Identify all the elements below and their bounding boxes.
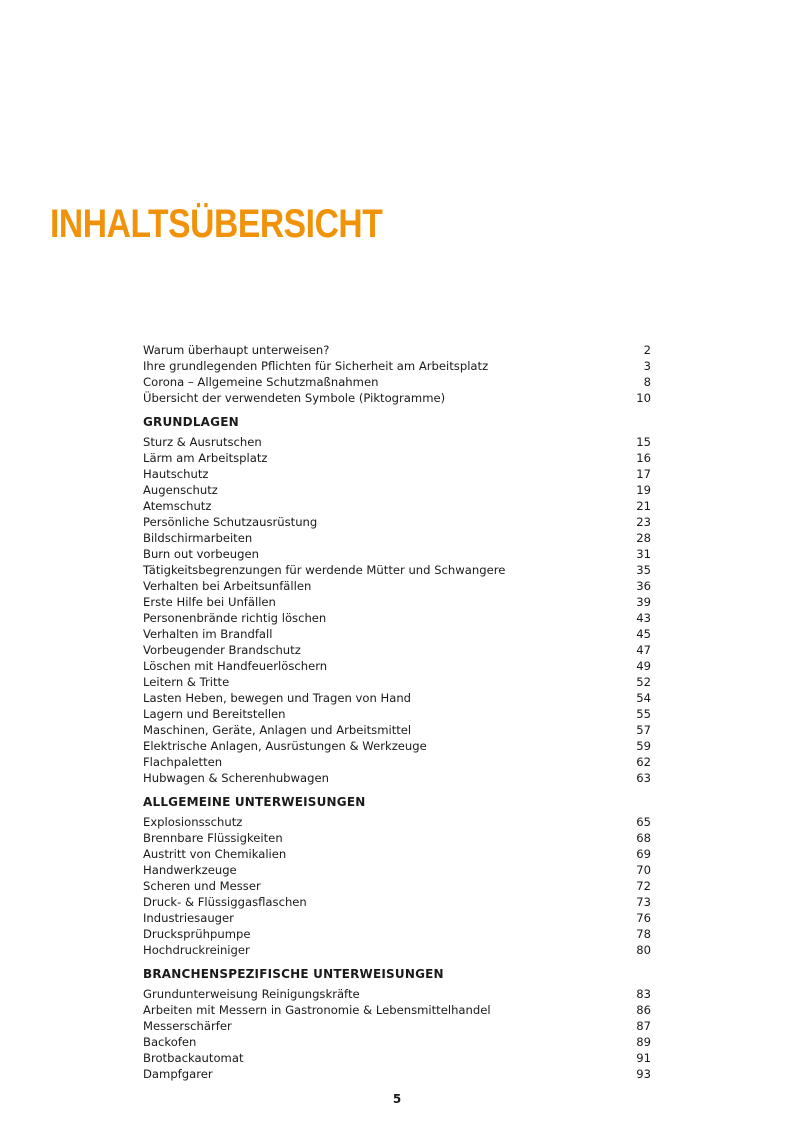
toc-entry: [143, 1050, 651, 1066]
toc-entry-label: Grundunterweisung Reinigungskräfte: [143, 987, 360, 1001]
toc-entry-label: Arbeiten mit Messern in Gastronomie & Lebensmittelhandel: [143, 1003, 491, 1017]
toc-entry-label: Burn out vorbeugen: [143, 547, 259, 561]
toc-entry: [143, 830, 651, 846]
toc-entry: [143, 722, 651, 738]
toc-entry-page: 78: [636, 927, 651, 941]
toc-entry-label: Warum überhaupt unterweisen?: [143, 343, 330, 357]
toc-entry: [143, 514, 651, 530]
toc-entry: [143, 658, 651, 674]
toc-entry: [143, 814, 651, 830]
toc-entry-page: 31: [636, 547, 651, 561]
toc-entry-page: 57: [636, 723, 651, 737]
toc-entry: [143, 530, 651, 546]
toc-entry-label: Vorbeugender Brandschutz: [143, 643, 301, 657]
toc-entry-label: Persönliche Schutzausrüstung: [143, 515, 318, 529]
toc-entry: [143, 482, 651, 498]
toc-entry: [143, 738, 651, 754]
toc-entry: [143, 690, 651, 706]
toc-entry-label: Brotbackautomat: [143, 1051, 244, 1065]
toc-entry-label: Hubwagen & Scherenhubwagen: [143, 771, 329, 785]
toc-entry-page: 19: [636, 483, 651, 497]
toc-entry: [143, 862, 651, 878]
toc-entry: [143, 358, 651, 374]
toc-entry: [143, 1034, 651, 1050]
toc-entry-label: Bildschirmarbeiten: [143, 531, 253, 545]
toc-entry-page: 62: [636, 755, 651, 769]
toc-entry-label: Atemschutz: [143, 499, 212, 513]
toc-entry-label: Augenschutz: [143, 483, 218, 497]
toc-entry-label: Drucksprühpumpe: [143, 927, 251, 941]
toc-entry-label: Lärm am Arbeitsplatz: [143, 451, 268, 465]
toc-entry-page: 86: [636, 1003, 651, 1017]
toc-entry: [143, 754, 651, 770]
toc-entry: [143, 770, 651, 786]
toc-entry-page: 49: [636, 659, 651, 673]
toc-entry: [143, 942, 651, 958]
toc-entry-label: Verhalten bei Arbeitsunfällen: [143, 579, 312, 593]
toc-entry-page: 10: [636, 391, 651, 405]
page-title: INHALTSÜBERSICHT: [50, 202, 383, 246]
toc-entry-label: Lagern und Bereitstellen: [143, 707, 286, 721]
toc-entry-page: 72: [636, 879, 651, 893]
toc-entry-label: Leitern & Tritte: [143, 675, 230, 689]
toc-entry-label: Ihre grundlegenden Pflichten für Sicherheit am Arbeitsplatz: [143, 359, 489, 373]
toc-entry: [143, 578, 651, 594]
toc-entry-page: 47: [636, 643, 651, 657]
toc-entry-label: Flachpaletten: [143, 755, 223, 769]
toc-entry: [143, 450, 651, 466]
toc-entry: [143, 374, 651, 390]
toc-entry-label: Hochdruckreiniger: [143, 943, 250, 957]
toc-entry-page: 93: [636, 1067, 651, 1081]
toc-entry: [143, 610, 651, 626]
toc-entry-label: Handwerkzeuge: [143, 863, 237, 877]
toc-entry-page: 35: [636, 563, 651, 577]
toc-entry-page: 45: [636, 627, 651, 641]
toc-entry-page: 21: [636, 499, 651, 513]
toc-entry-page: 23: [636, 515, 651, 529]
toc-entry-label: Explosionsschutz: [143, 815, 243, 829]
toc-entry-page: 28: [636, 531, 651, 545]
toc-entry: [143, 1018, 651, 1034]
toc-entry: [143, 878, 651, 894]
toc-entry-page: 80: [636, 943, 651, 957]
toc-entry: [143, 926, 651, 942]
section-heading: ALLGEMEINE UNTERWEISUNGEN: [143, 795, 366, 809]
toc-entry-page: 89: [636, 1035, 651, 1049]
table-of-contents: [143, 342, 651, 1082]
toc-entry: [143, 594, 651, 610]
toc-entry-page: 76: [636, 911, 651, 925]
toc-entry-label: Tätigkeitsbegrenzungen für werdende Mütter und Schwangere: [143, 563, 506, 577]
toc-entry-page: 3: [643, 359, 651, 373]
toc-entry-page: 39: [636, 595, 651, 609]
toc-entry-page: 83: [636, 987, 651, 1001]
toc-entry-label: Messerschärfer: [143, 1019, 232, 1033]
toc-entry: [143, 642, 651, 658]
toc-entry-page: 63: [636, 771, 651, 785]
toc-entry-page: 73: [636, 895, 651, 909]
toc-entry: [143, 706, 651, 722]
toc-entry-page: 54: [636, 691, 651, 705]
toc-entry-label: Verhalten im Brandfall: [143, 627, 273, 641]
toc-entry-label: Lasten Heben, bewegen und Tragen von Hand: [143, 691, 412, 705]
toc-entry-label: Löschen mit Handfeuerlöschern: [143, 659, 328, 673]
toc-entry-label: Sturz & Ausrutschen: [143, 435, 262, 449]
toc-entry: [143, 910, 651, 926]
toc-entry-label: Brennbare Flüssigkeiten: [143, 831, 283, 845]
toc-entry-label: Austritt von Chemikalien: [143, 847, 287, 861]
toc-entry-page: 65: [636, 815, 651, 829]
toc-entry: [143, 894, 651, 910]
page-number: 5: [392, 1092, 402, 1106]
toc-entry: [143, 498, 651, 514]
toc-entry: [143, 562, 651, 578]
toc-entry-page: 2: [643, 343, 651, 357]
toc-entry: [143, 1066, 651, 1082]
toc-entry-label: Hautschutz: [143, 467, 209, 481]
toc-entry: [143, 546, 651, 562]
toc-entry-page: 70: [636, 863, 651, 877]
toc-entry: [143, 986, 651, 1002]
toc-entry: [143, 846, 651, 862]
toc-entry-label: Industriesauger: [143, 911, 234, 925]
toc-entry-label: Erste Hilfe bei Unfällen: [143, 595, 276, 609]
toc-entry: [143, 434, 651, 450]
toc-entry-label: Personenbrände richtig löschen: [143, 611, 327, 625]
toc-entry-page: 52: [636, 675, 651, 689]
toc-entry-page: 68: [636, 831, 651, 845]
toc-entry: [143, 342, 651, 358]
toc-entry: [143, 626, 651, 642]
toc-entry: [143, 466, 651, 482]
toc-entry: [143, 1002, 651, 1018]
toc-entry-label: Elektrische Anlagen, Ausrüstungen & Werkzeuge: [143, 739, 427, 753]
toc-entry-page: 16: [636, 451, 651, 465]
toc-entry: [143, 390, 651, 406]
toc-entry-page: 17: [636, 467, 651, 481]
toc-entry-page: 59: [636, 739, 651, 753]
toc-entry: [143, 674, 651, 690]
section-heading: GRUNDLAGEN: [143, 415, 239, 429]
toc-entry-page: 87: [636, 1019, 651, 1033]
toc-entry-page: 43: [636, 611, 651, 625]
toc-entry-label: Druck- & Flüssiggasflaschen: [143, 895, 307, 909]
toc-entry-page: 15: [636, 435, 651, 449]
section-heading: BRANCHENSPEZIFISCHE UNTERWEISUNGEN: [143, 967, 444, 981]
toc-entry-label: Maschinen, Geräte, Anlagen und Arbeitsmittel: [143, 723, 412, 737]
toc-entry-label: Übersicht der verwendeten Symbole (Piktogramme): [143, 391, 446, 405]
toc-entry-label: Corona – Allgemeine Schutzmaßnahmen: [143, 375, 379, 389]
toc-entry-page: 55: [636, 707, 651, 721]
toc-entry-label: Scheren und Messer: [143, 879, 261, 893]
toc-entry-label: Backofen: [143, 1035, 197, 1049]
toc-entry-page: 36: [636, 579, 651, 593]
toc-entry-page: 91: [636, 1051, 651, 1065]
toc-entry-label: Dampfgarer: [143, 1067, 213, 1081]
toc-entry-page: 8: [643, 375, 651, 389]
toc-entry-page: 69: [636, 847, 651, 861]
